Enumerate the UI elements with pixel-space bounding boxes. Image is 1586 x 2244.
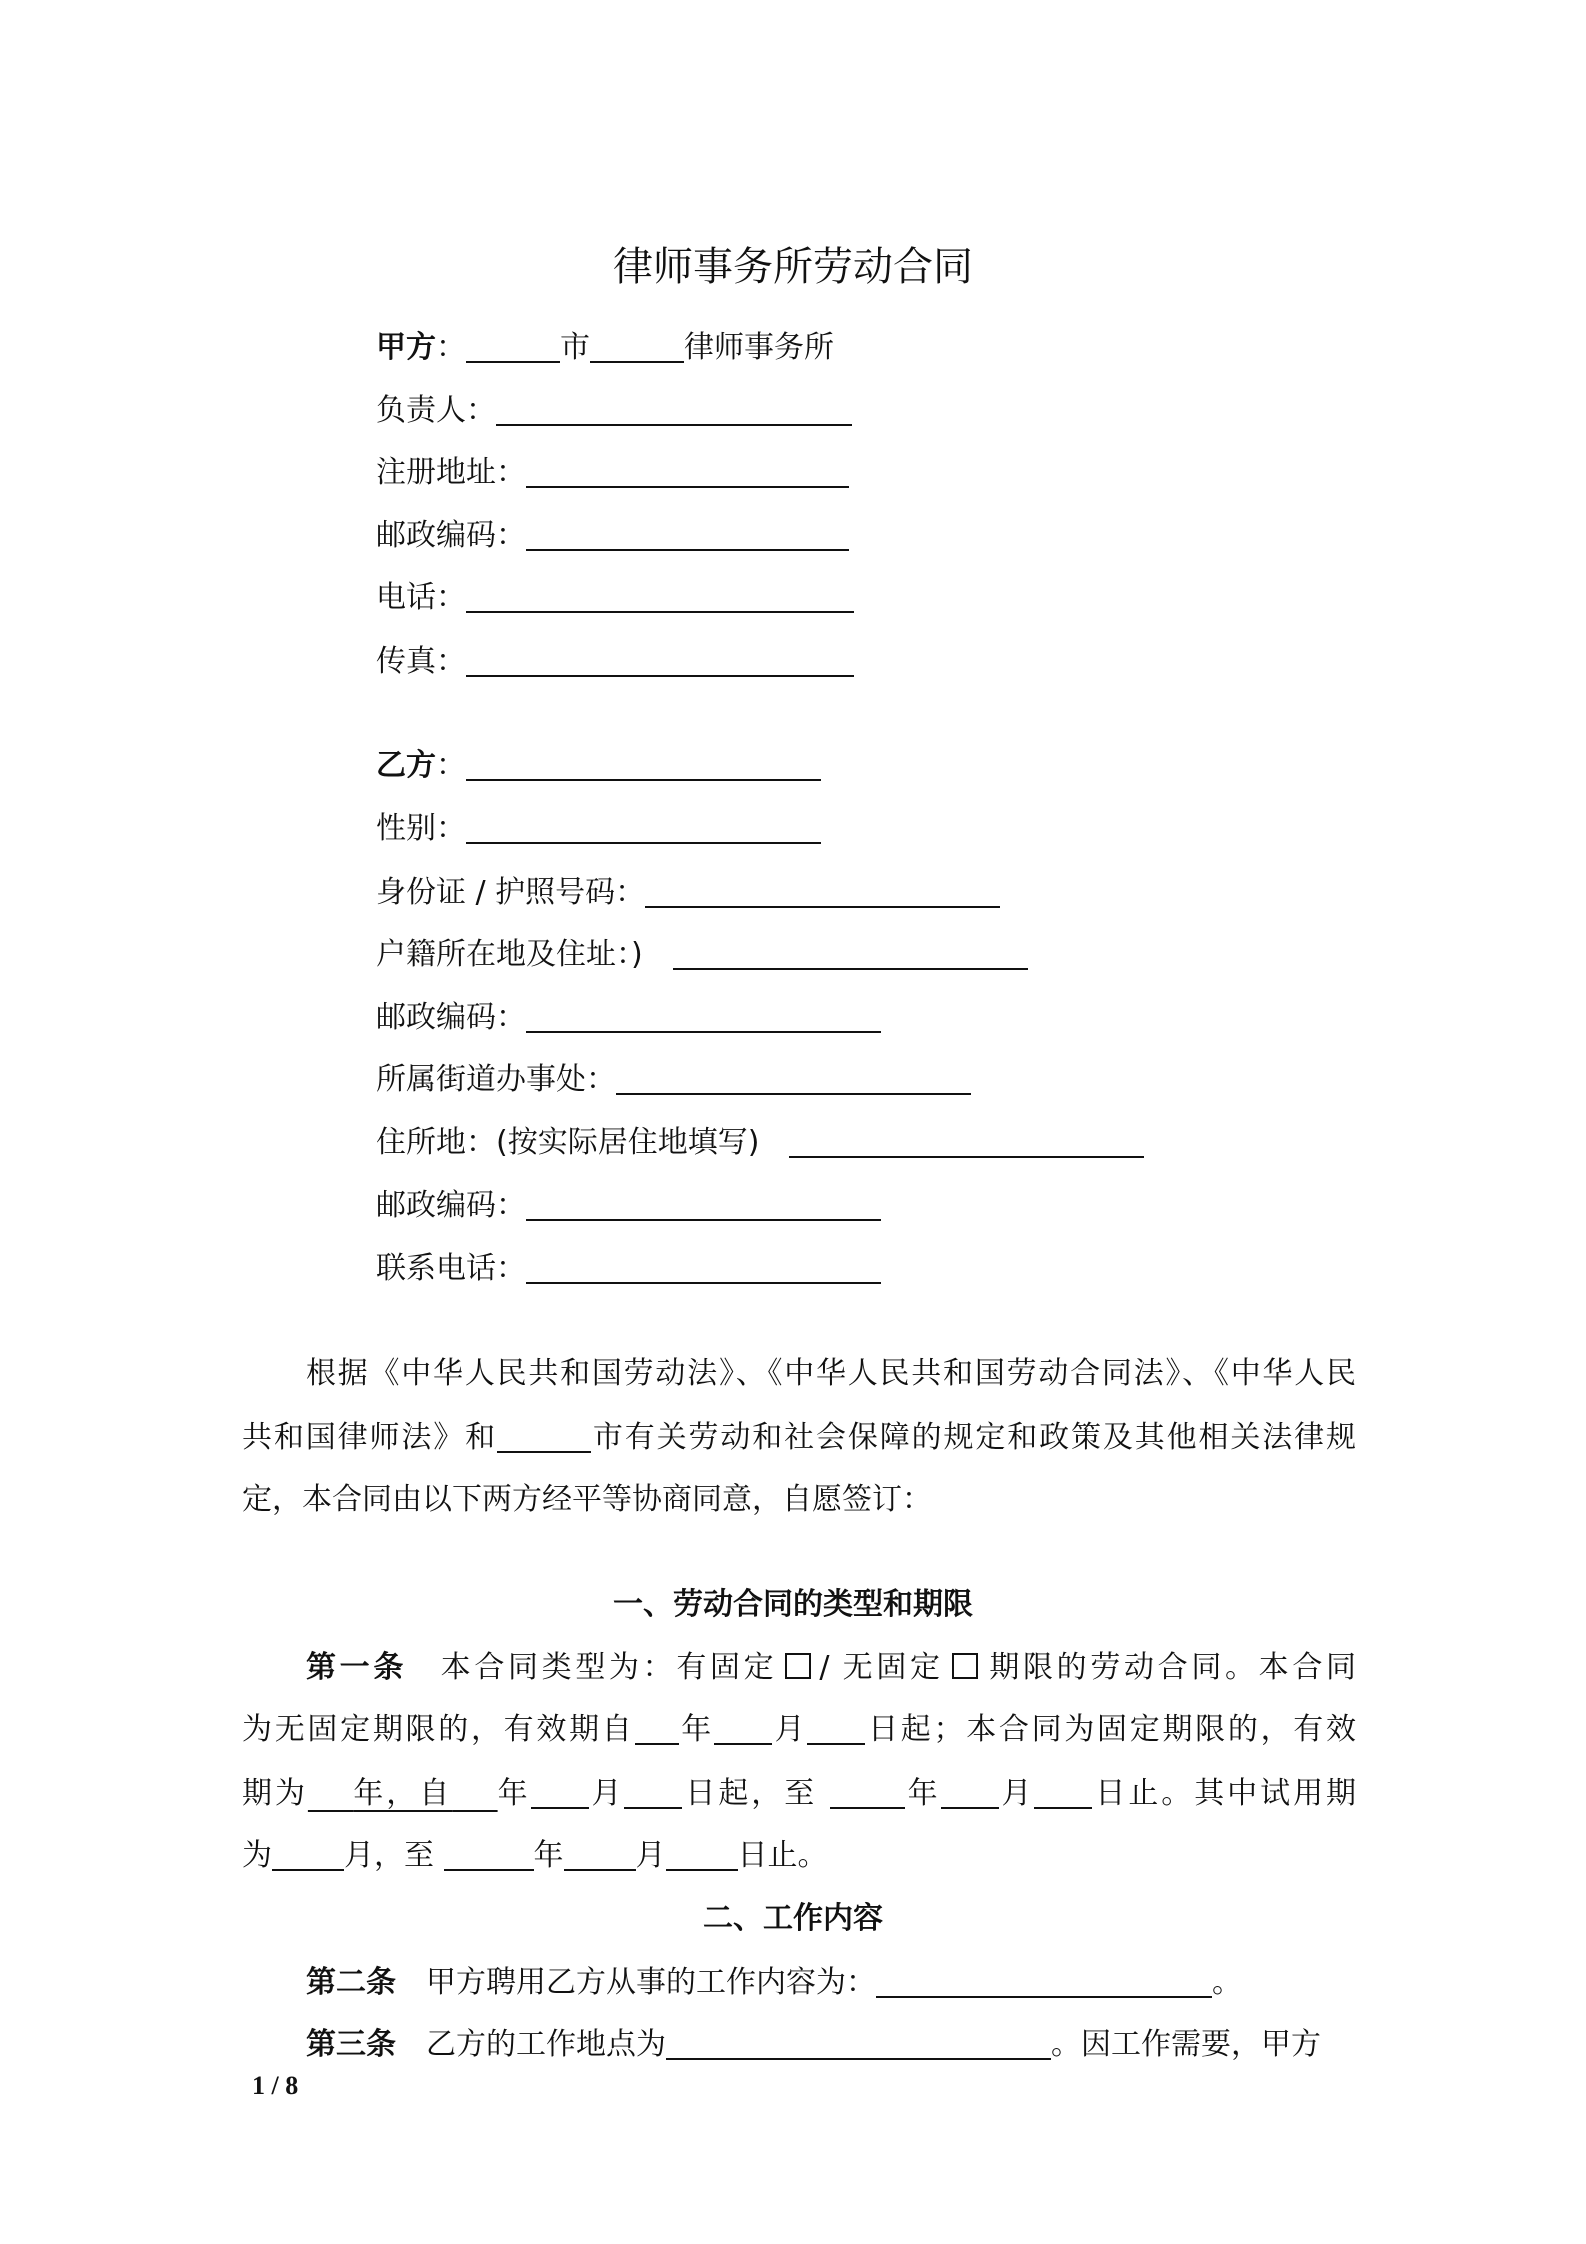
work-location-blank[interactable] [666,2028,1051,2060]
text: 期限的劳动合同。本合同 [985,1650,1357,1685]
text: 年，自 [353,1776,453,1811]
clause-1-line [242,1710,1356,1750]
colon: ： [436,748,466,783]
field-row [376,391,852,431]
text: 共和国律师法》和 [242,1420,497,1455]
day-blank[interactable] [624,1777,682,1809]
field-row [376,1186,881,1226]
day-blank[interactable] [1034,1777,1092,1809]
party-b-row [376,746,821,786]
field-row [376,1249,881,1289]
year-blank[interactable] [830,1777,905,1809]
clause-1-line [306,1648,1356,1688]
month-blank[interactable] [941,1777,999,1809]
postcode-blank[interactable] [526,519,849,551]
address-blank[interactable] [526,456,849,488]
text: 日起，至 [682,1776,818,1811]
clause-1-line [242,1836,828,1876]
field-label: 邮政编码： [376,518,526,553]
field-row [376,516,849,556]
text: 日止。其中试用期 [1092,1776,1357,1811]
day-blank[interactable] [666,1839,738,1871]
field-label: 身份证 / 护照号码： [376,875,646,910]
field-label: 联系电话： [376,1251,526,1286]
probation-months-blank[interactable] [272,1839,344,1871]
clause-label: 第三条 [306,2027,396,2062]
job-content-blank[interactable] [876,1966,1212,1998]
text: 本合同类型为：有固定 [437,1650,778,1685]
text: 为 [242,1838,272,1873]
field-label: 注册地址： [376,455,526,490]
text: 日止。 [737,1838,828,1873]
field-label: 邮政编码： [376,1000,526,1035]
field-row [376,935,1028,975]
text: 年 [533,1838,564,1873]
text: 。因工作需要，甲方 [1051,2027,1321,2062]
field-row [376,1123,1144,1163]
field-label: 性别： [376,811,466,846]
field-label: 电话： [376,580,466,615]
intro-line: 定，本合同由以下两方经平等协商同意，自愿签订： [242,1482,932,1517]
field-label: 邮政编码： [376,1188,526,1223]
party-b-label: 乙方 [376,748,436,783]
month-blank[interactable] [714,1713,772,1745]
clause-3 [306,2025,1321,2065]
fixed-term-checkbox[interactable] [785,1653,811,1679]
clause-label: 第一条 [306,1650,408,1685]
phone-blank[interactable] [466,581,854,613]
field-label: 住所地：(按实际居住地填写) [376,1125,760,1160]
field-row [376,642,854,682]
field-row [376,809,821,849]
month-blank[interactable] [531,1777,589,1809]
contact-phone-blank[interactable] [526,1252,881,1284]
section-heading: 一、劳动合同的类型和期限 [613,1587,973,1622]
city-label: 市 [560,330,590,365]
field-label: 负责人： [376,393,496,428]
field-row [376,453,849,493]
text: 年 [904,1776,941,1811]
document-title: 律师事务所劳动合同 [613,244,973,290]
text: 日起；本合同为固定期限的，有效 [865,1712,1357,1747]
clause-1-line [242,1774,1356,1814]
party-a-label: 甲方 [376,330,436,365]
subdistrict-blank[interactable] [616,1063,971,1095]
text: 为无固定期限的，有效期自 [242,1712,635,1747]
day-blank[interactable] [807,1713,865,1745]
text: 月，至 [344,1838,434,1873]
month-blank[interactable] [564,1839,636,1871]
year-blank[interactable] [444,1839,534,1871]
fax-blank[interactable] [466,645,854,677]
postcode-blank[interactable] [526,1189,881,1221]
text: 年 [497,1776,531,1811]
field-row [376,578,854,618]
text: 甲方聘用乙方从事的工作内容为： [426,1965,876,2000]
field-row [376,998,881,1038]
party-b-blank[interactable] [466,749,821,781]
gender-blank[interactable] [466,812,821,844]
clause-2 [306,1963,1242,2003]
field-label: 传真： [376,644,466,679]
term-years-blank[interactable] [308,1776,498,1811]
colon: ： [436,330,466,365]
text: 市有关劳动和社会保障的规定和政策及其他相关法律规 [591,1420,1356,1455]
text: 月 [998,1776,1035,1811]
intro-line [242,1418,1356,1458]
page-number: 1 / 8 [252,2071,299,2100]
field-row [376,1060,971,1100]
text: 月 [635,1838,666,1873]
city-blank[interactable] [466,331,560,363]
text: 年 [678,1712,714,1747]
firm-name-blank[interactable] [590,331,684,363]
clause-label: 第二条 [306,1965,396,2000]
year-blank[interactable] [635,1713,679,1745]
text: / 无固定 [819,1650,944,1685]
intro-line: 根据《中华人民共和国劳动法》、《中华人民共和国劳动合同法》、《中华人民 [306,1356,1356,1391]
text: 月 [588,1776,625,1811]
text: 月 [771,1712,808,1747]
principal-blank[interactable] [496,394,852,426]
firm-label: 律师事务所 [684,330,834,365]
city-blank[interactable] [497,1421,591,1453]
party-a-row [376,328,834,368]
field-label: 所属街道办事处： [376,1062,616,1097]
text: 期为 [242,1776,308,1811]
field-label: 户籍所在地及住址：) [376,937,643,972]
text: 。 [1212,1965,1242,2000]
postcode-blank[interactable] [526,1001,881,1033]
household-address-blank[interactable] [673,938,1028,970]
text: 乙方的工作地点为 [426,2027,666,2062]
section-heading: 二、工作内容 [703,1901,883,1936]
id-number-blank[interactable] [645,876,1000,908]
open-term-checkbox[interactable] [952,1653,978,1679]
field-row [376,873,1000,913]
residence-blank[interactable] [789,1126,1144,1158]
